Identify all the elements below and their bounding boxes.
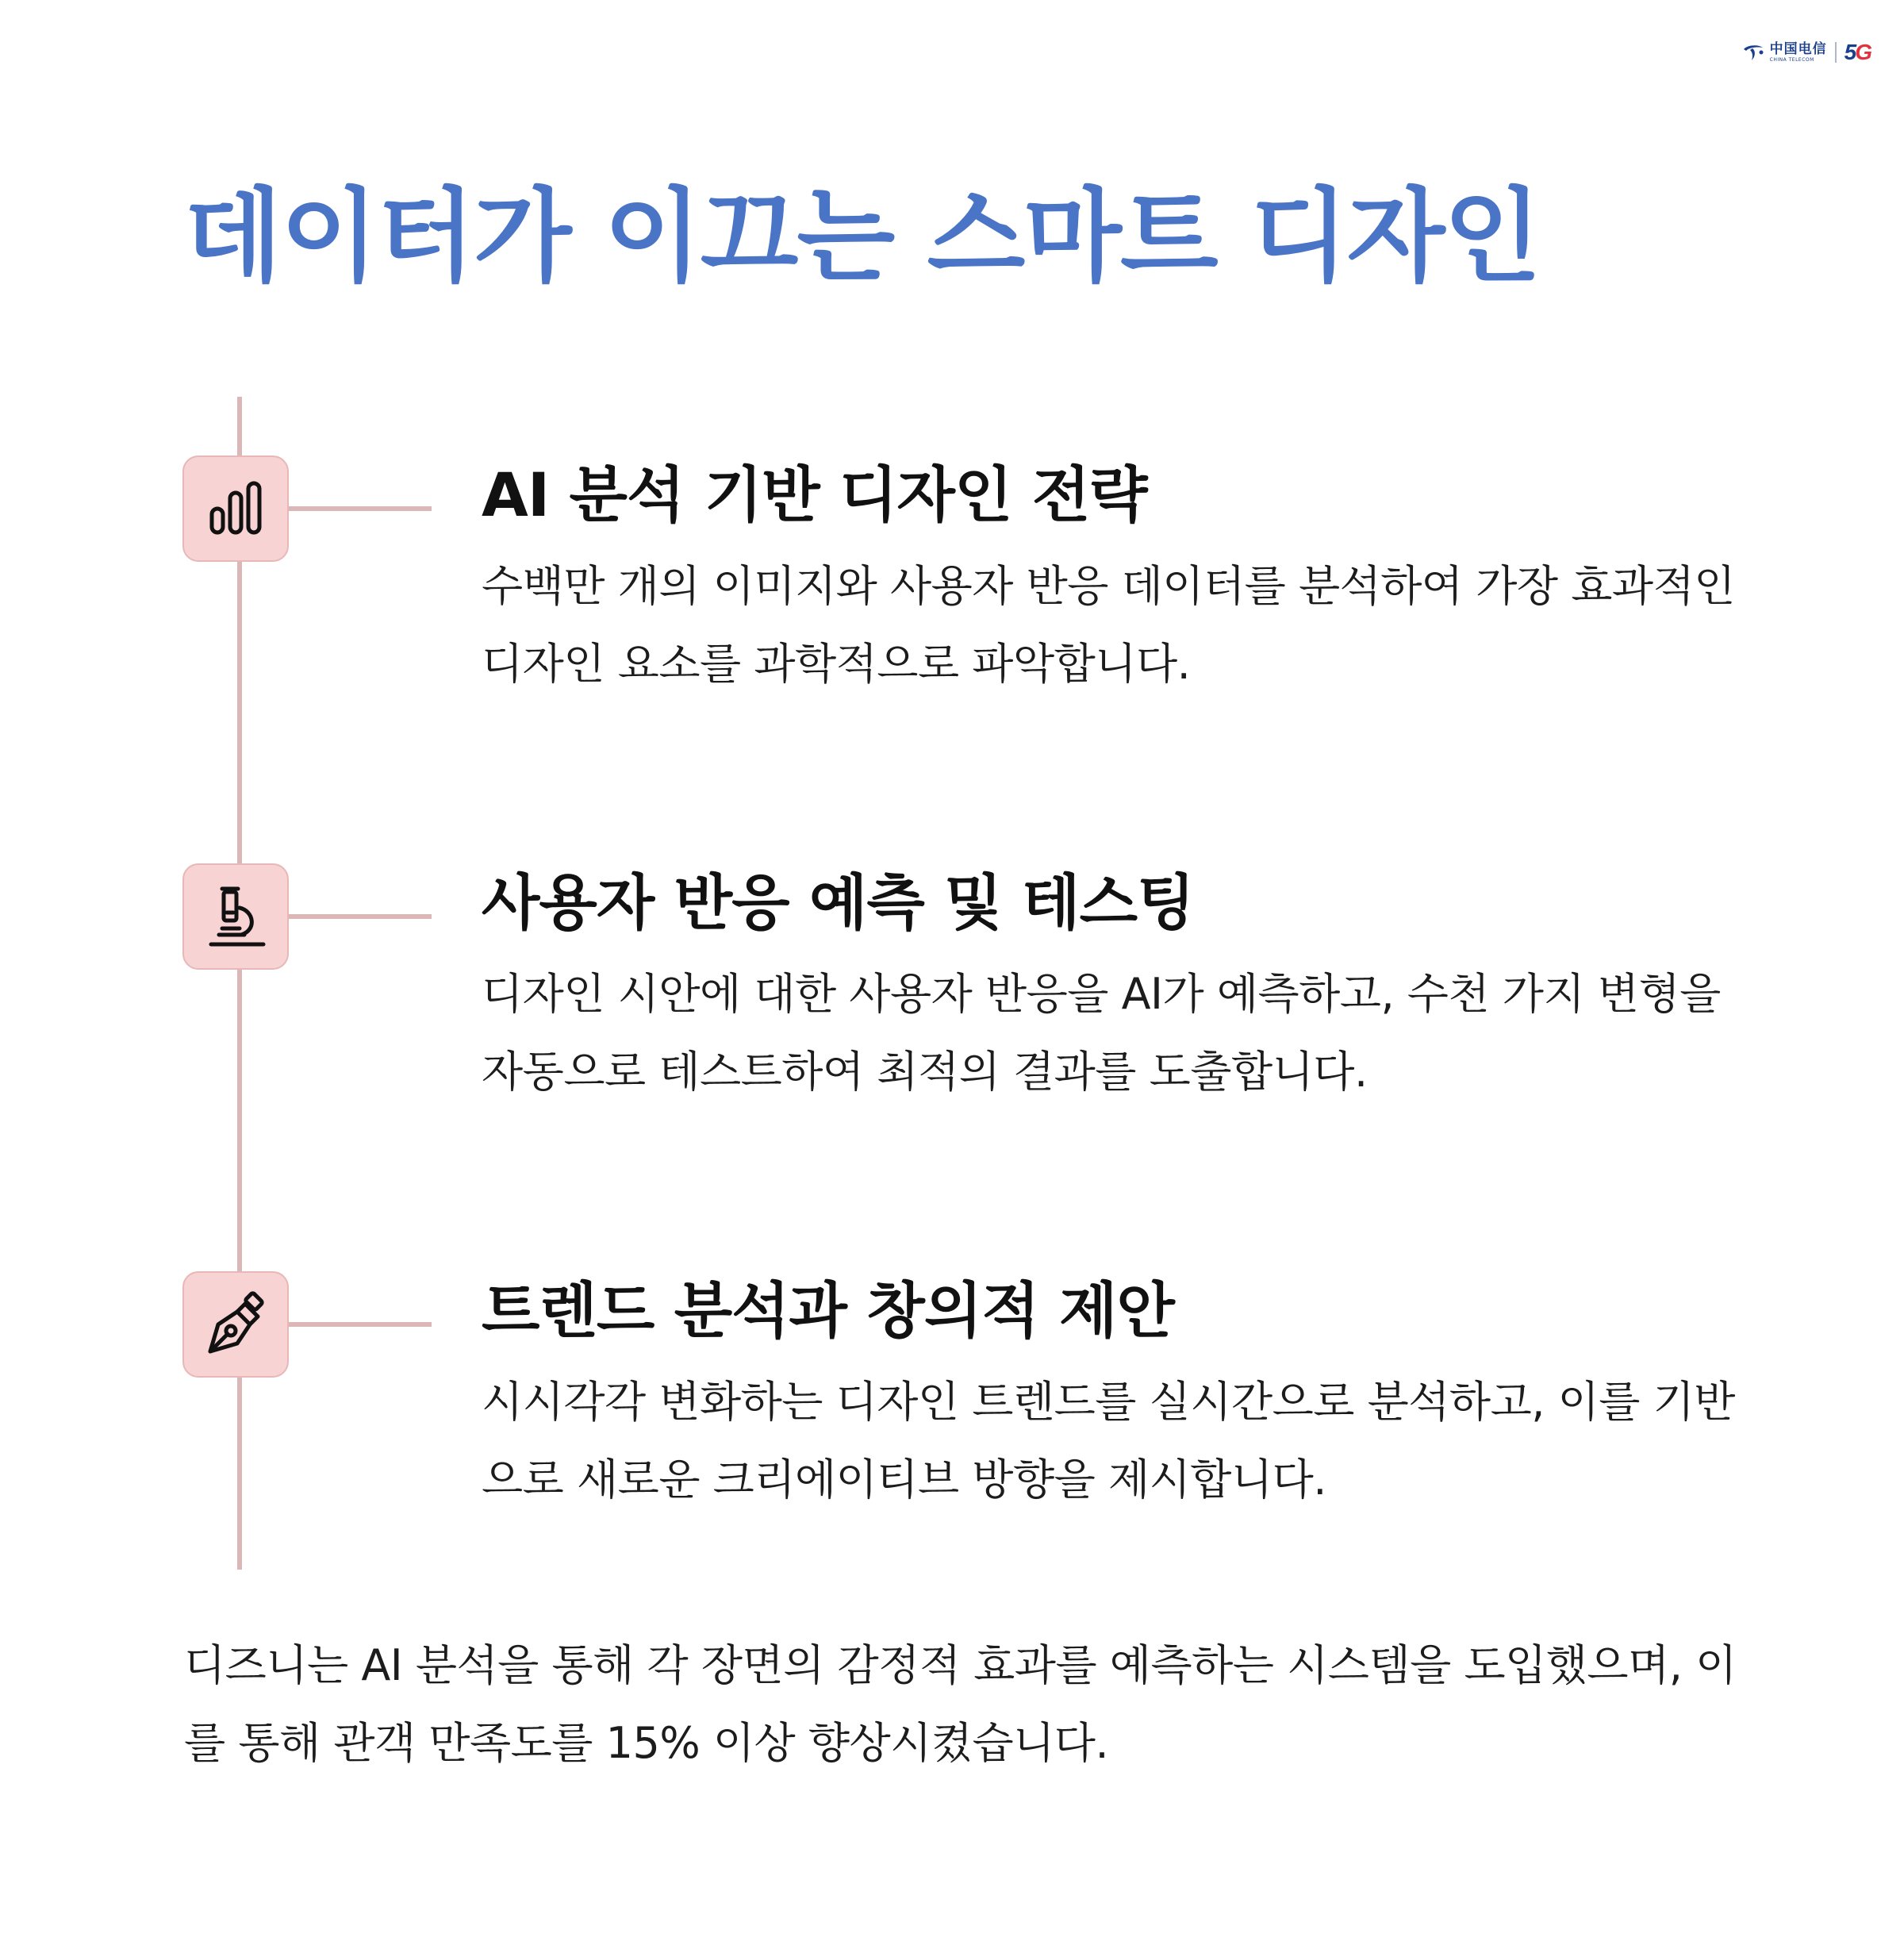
step-title: 사용자 반응 예측 및 테스팅 (482, 867, 1195, 938)
timeline-step (0, 455, 1904, 694)
brand-name-en: CHINA TELECOM (1769, 56, 1814, 63)
step-icon-box (182, 1271, 289, 1378)
step-title: AI 분석 기반 디자인 전략 (482, 459, 1147, 530)
logo-divider (1835, 42, 1837, 63)
step-icon-box (182, 455, 289, 562)
pen-nib-icon (199, 1288, 272, 1361)
microscope-icon (200, 881, 271, 952)
network-5g-badge: 5G (1844, 40, 1871, 64)
timeline-step (0, 863, 1904, 1101)
step-description: 수백만 개의 이미지와 사용자 반응 데이터를 분석하여 가장 효과적인 디자인 요소를 과학적으로 파악합니다. (482, 561, 1735, 689)
step-connector (289, 1322, 432, 1327)
step-icon-box (182, 863, 289, 970)
step-description: 디자인 시안에 대한 사용자 반응을 AI가 예측하고, 수천 가지 변형을 자동으로 테스트하여 최적의 결과를 도출합니다. (482, 969, 1721, 1097)
china-telecom-logo (1741, 40, 1827, 63)
step-description: 시시각각 변화하는 디자인 트렌드를 실시간으로 분석하고, 이를 기반으로 새로운 크리에이티브 방향을 제시합니다. (482, 1377, 1735, 1505)
timeline-step (0, 1271, 1904, 1509)
brand-name-cn: 中国电信 (1769, 40, 1827, 57)
telecom-swirl-icon (1741, 43, 1765, 62)
bar-chart-icon (202, 475, 269, 542)
footer-text: 디즈니는 AI 분석을 통해 각 장면의 감정적 효과를 예측하는 시스템을 도입했으며, 이를 통해 관객 만족도를 15% 이상 향상시켰습니다. (184, 1640, 1737, 1768)
page-title: 데이터가 이끄는 스마트 디자인 (184, 178, 1541, 296)
step-connector (289, 914, 432, 919)
brand-logo (1741, 40, 1871, 65)
step-connector (289, 506, 432, 511)
step-title: 트렌드 분석과 창의적 제안 (482, 1275, 1174, 1346)
